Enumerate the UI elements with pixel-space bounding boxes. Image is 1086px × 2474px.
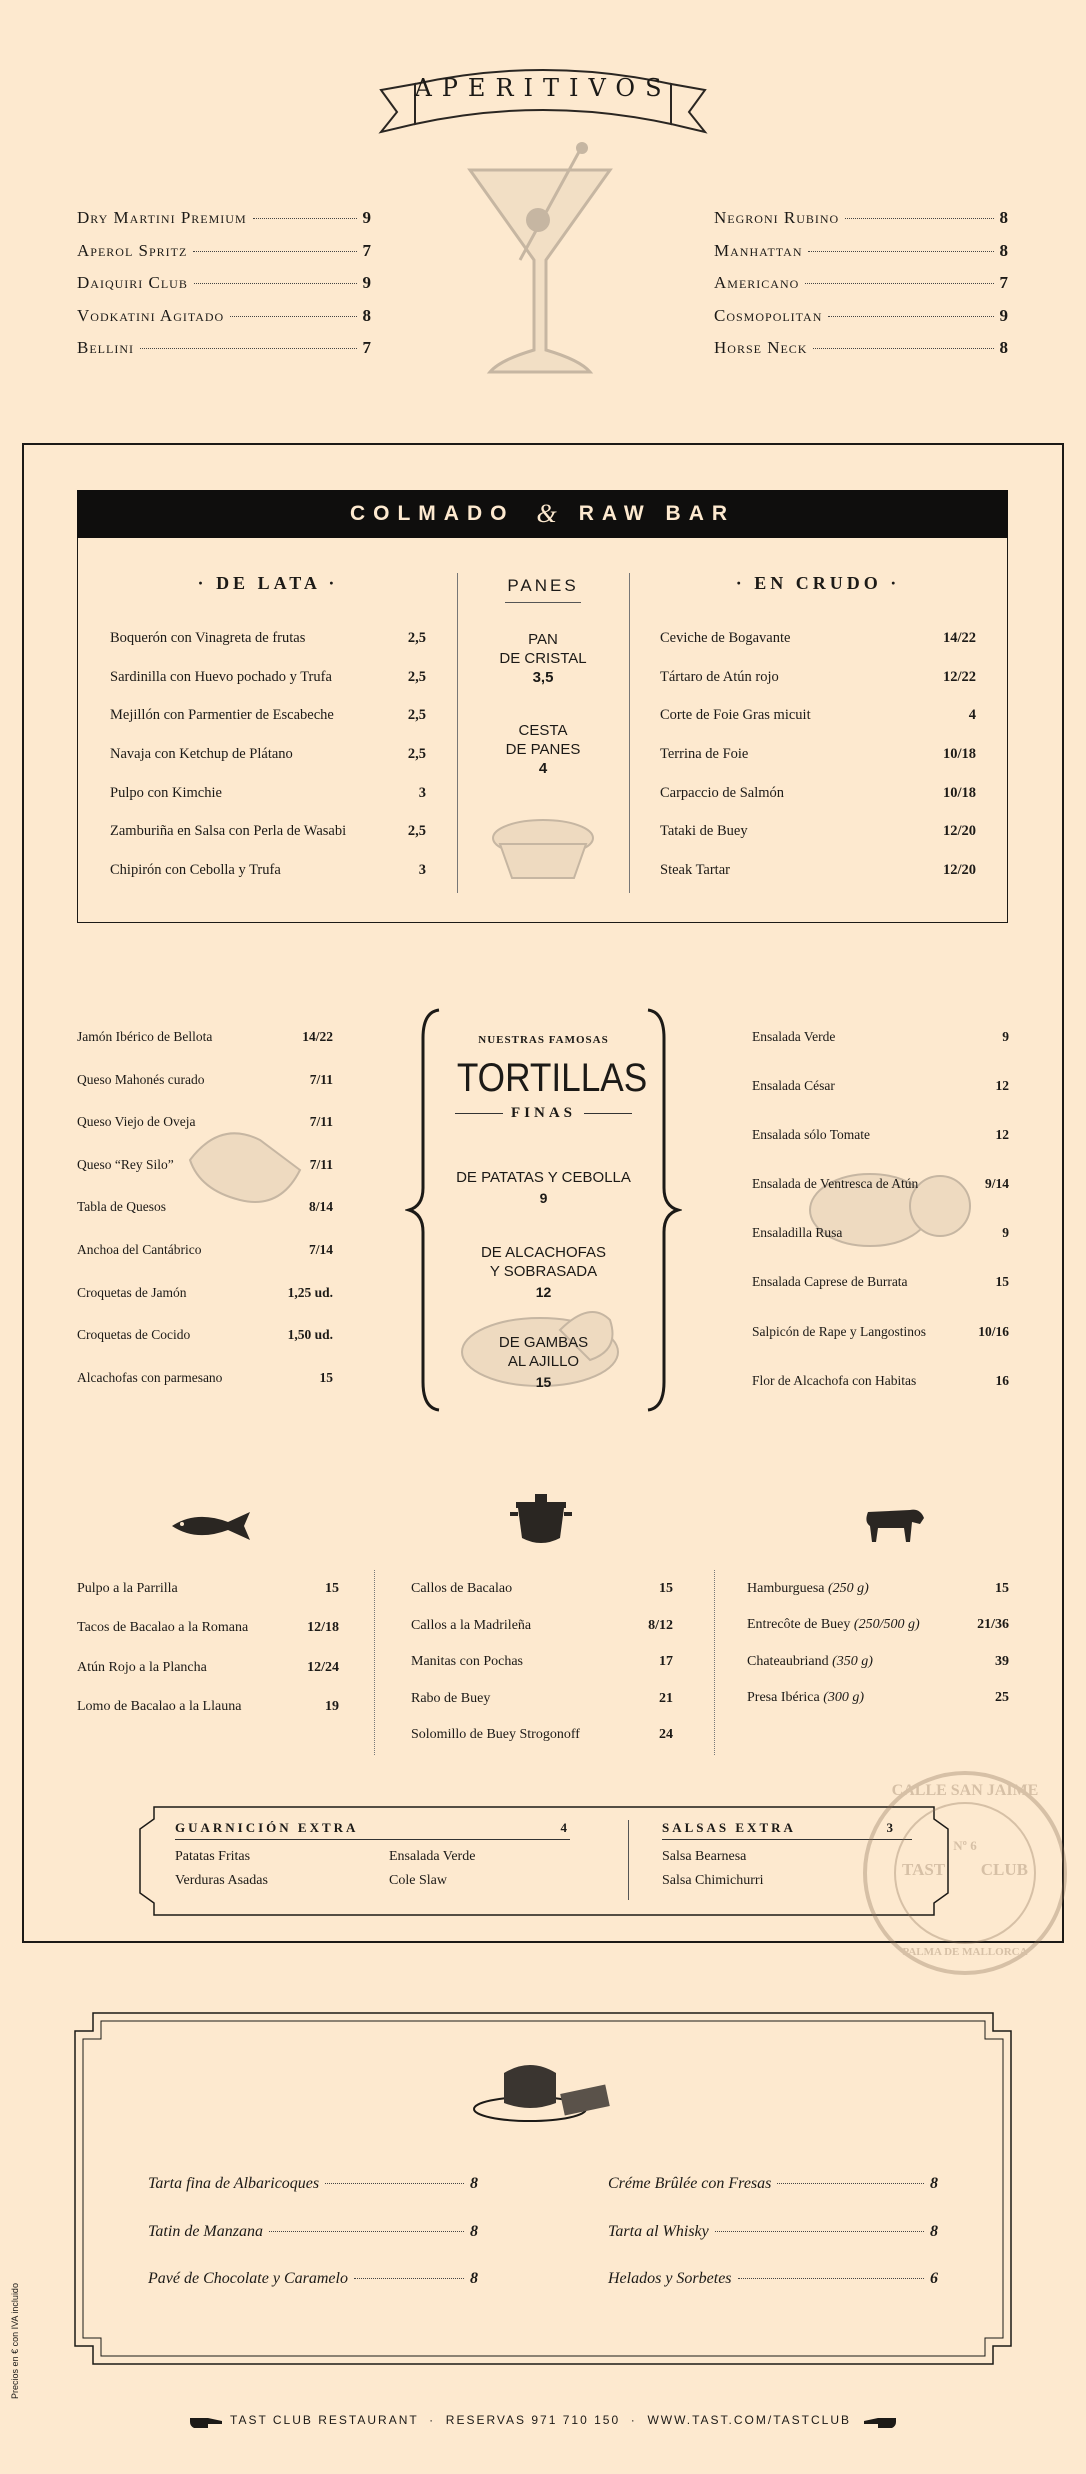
list-item: Mejillón con Parmentier de Escabeche 2,5	[110, 707, 426, 724]
colmado-title: COLMADO	[349, 502, 515, 525]
embutidos-list	[77, 1029, 333, 1412]
list-item: Zamburiña en Salsa con Perla de Wasabi 2,5	[110, 823, 426, 840]
list-item: Callos de Bacalao 15	[411, 1581, 673, 1596]
guarnicion-header	[175, 1820, 570, 1840]
tortillas-title: TORTILLAS	[456, 1056, 648, 1100]
stamp-left-text: TAST	[902, 1860, 946, 1879]
list-item: Queso Viejo de Oveja 7/11	[77, 1114, 333, 1130]
tortilla-item-price: 12	[535, 1284, 552, 1300]
list-item: Alcachofas con parmesano 15	[77, 1369, 333, 1385]
list-item: Boquerón con Vinagreta de frutas 2,5	[110, 630, 426, 646]
cow-icon	[860, 1498, 928, 1548]
list-item: Atún Rojo a la Plancha 12/24	[77, 1659, 339, 1675]
aperitivos-section	[0, 0, 1086, 400]
list-item: Ensalada Verde	[389, 1849, 476, 1864]
list-item: Queso “Rey Silo” 7/11	[77, 1156, 333, 1172]
tortilla-item-line: AL AJILLO	[507, 1353, 580, 1370]
aperitivos-title: APERITIVOS	[414, 74, 672, 102]
stamp-bottom-text: PALMA DE MALLORCA	[902, 1946, 1028, 1958]
stamp-number: Nº 6	[953, 1838, 977, 1853]
list-item: Entrecôte de Buey (250/500 g) 21/36	[747, 1617, 1009, 1633]
list-item: Pulpo a la Parrilla 15	[77, 1581, 339, 1596]
list-item: Salsa Bearnesa	[662, 1849, 747, 1864]
list-item: Dry Martini Premium 9	[77, 208, 371, 227]
guisos-list	[411, 1581, 673, 1764]
aperitivos-left-list	[77, 208, 371, 371]
panes-item	[458, 721, 628, 778]
tortilla-item-line: DE PATATAS Y CEBOLLA	[456, 1169, 631, 1186]
column-divider	[374, 1570, 375, 1755]
list-item: Negroni Rubino 8	[714, 208, 1008, 227]
right-brace-icon	[642, 1008, 682, 1413]
tortilla-item	[445, 1243, 642, 1302]
guarnicion-list	[175, 1849, 570, 1889]
list-item: Chateaubriand (350 g) 39	[747, 1653, 1009, 1669]
column-divider	[628, 1820, 629, 1900]
list-item: Patatas Fritas	[175, 1849, 251, 1864]
tortilla-item-line: Y SOBRASADA	[489, 1263, 598, 1280]
list-item: Tarta al Whisky 8	[608, 2222, 938, 2240]
list-item: Terrina de Foie 10/18	[660, 746, 976, 763]
tortillas-sub-text: FINAS	[511, 1105, 577, 1121]
crudo-title: · EN CRUDO ·	[735, 573, 901, 593]
tortillas-pre: NUESTRAS FAMOSAS	[478, 1034, 609, 1046]
footer-text: TAST CLUB RESTAURANT · RESERVAS 971 710 150 · WWW.TAST.COM/TASTCLUB	[230, 2413, 851, 2427]
list-item: Ceviche de Bogavante 14/22	[660, 630, 976, 646]
list-item: Ensalada Verde 9	[752, 1029, 1009, 1044]
panes-item-line: PAN	[528, 631, 558, 648]
list-item: Hamburguesa (250 g) 15	[747, 1581, 1009, 1596]
panes-item-price: 4	[538, 760, 548, 777]
list-item: Tarta fina de Albaricoques 8	[148, 2175, 478, 2192]
list-item: Ensalada César 12	[752, 1078, 1009, 1094]
list-item: Americano 7	[714, 273, 1008, 292]
list-item: Sardinilla con Huevo pochado y Trufa 2,5	[110, 668, 426, 685]
list-item: Presa Ibérica (300 g) 25	[747, 1689, 1009, 1705]
pointing-hand-right-icon	[188, 2413, 224, 2431]
list-item: Jamón Ibérico de Bellota 14/22	[77, 1029, 333, 1044]
list-item: Manhattan 8	[714, 240, 1008, 260]
cooking-pot-icon	[508, 1492, 574, 1550]
lata-list	[110, 630, 426, 901]
carnes-list	[747, 1581, 1009, 1726]
panes-item-line: DE PANES	[505, 741, 581, 758]
lata-title-text: DE LATA	[216, 573, 320, 593]
colmado-title2: RAW BAR	[578, 502, 736, 525]
list-item: Ensaladilla Rusa 9	[752, 1225, 1009, 1241]
list-item: Pavé de Chocolate y Caramelo 8	[148, 2270, 478, 2287]
list-item: Helados y Sorbetes 6	[608, 2270, 938, 2287]
list-item: Chipirón con Cebolla y Trufa 3	[110, 862, 426, 879]
divider-arrow	[455, 1113, 503, 1114]
tortillas-sub	[455, 1105, 632, 1122]
guarnicion-price: 4	[560, 1820, 570, 1835]
panes-item-line: CESTA	[518, 722, 568, 739]
list-item: Carpaccio de Salmón 10/18	[660, 784, 976, 801]
tortilla-item-line: DE ALCACHOFAS	[480, 1244, 607, 1261]
pointing-hand-left-icon	[862, 2413, 898, 2431]
stamp-middle	[860, 1860, 1070, 1880]
list-item: Tabla de Quesos 8/14	[77, 1199, 333, 1215]
list-item: Callos a la Madrileña 8/12	[411, 1617, 673, 1633]
list-item: Corte de Foie Gras micuit 4	[660, 707, 976, 724]
dessert-plate-icon	[470, 2053, 616, 2127]
list-item: Bellini 7	[77, 338, 371, 357]
list-item: Steak Tartar 12/20	[660, 862, 976, 879]
colmado-amp: &	[536, 499, 557, 528]
list-item: Verduras Asadas	[175, 1873, 268, 1888]
list-item: Ensalada sólo Tomate 12	[752, 1127, 1009, 1143]
list-item: Croquetas de Cocido 1,50 ud.	[77, 1327, 333, 1343]
list-item: Salsa Chimichurri	[662, 1873, 764, 1888]
list-item: Tacos de Bacalao a la Romana 12/18	[77, 1620, 339, 1636]
pescados-list	[77, 1581, 339, 1738]
aperitivos-right-list	[714, 208, 1008, 371]
tast-club-stamp	[860, 1768, 1070, 1978]
left-brace-icon	[405, 1008, 445, 1413]
list-item: Tataki de Buey 12/20	[660, 823, 976, 840]
ensaladas-list	[752, 1029, 1009, 1422]
list-item: Tatin de Manzana 8	[148, 2222, 478, 2240]
stamp-top-text: CALLE SAN JAIME	[891, 1782, 1039, 1799]
postres-left-list	[148, 2175, 478, 2318]
panes-item	[458, 630, 628, 687]
bread-basket-icon	[478, 808, 608, 884]
postres-right-list	[608, 2175, 938, 2318]
list-item: Horse Neck 8	[714, 338, 1008, 357]
price-note: Precios en € con IVA incluido	[10, 2283, 20, 2399]
tortilla-item	[445, 1333, 642, 1392]
panes-item-line: DE CRISTAL	[499, 650, 587, 667]
panes-item-price: 3,5	[532, 669, 554, 686]
list-item: Créme Brûlée con Fresas 8	[608, 2175, 938, 2192]
list-item: Manitas con Pochas 17	[411, 1654, 673, 1669]
lata-title: · DE LATA ·	[197, 573, 339, 593]
panes-title-rule	[505, 602, 581, 603]
salsas-price: 3	[886, 1820, 896, 1835]
list-item: Aperol Spritz 7	[77, 240, 371, 260]
list-item: Daiquiri Club 9	[77, 273, 371, 292]
crudo-list	[660, 630, 976, 901]
list-item: Vodkatini Agitado 8	[77, 305, 371, 325]
panes-title: PANES	[507, 576, 579, 595]
list-item: Flor de Alcachofa con Habitas 16	[752, 1372, 1009, 1388]
list-item: Anchoa del Cantábrico 7/14	[77, 1241, 333, 1257]
divider-arrow	[584, 1113, 632, 1114]
tortilla-item	[445, 1168, 642, 1208]
fish-icon	[166, 1508, 256, 1544]
colmado-header	[77, 490, 1008, 538]
column-divider	[629, 573, 630, 893]
list-item: Croquetas de Jamón 1,25 ud.	[77, 1284, 333, 1300]
list-item: Rabo de Buey 21	[411, 1690, 673, 1706]
tortilla-item-line: DE GAMBAS	[498, 1334, 589, 1351]
list-item: Cole Slaw	[389, 1873, 447, 1888]
column-divider	[714, 1570, 715, 1755]
list-item: Salpicón de Rape y Langostinos 10/16	[752, 1323, 1009, 1339]
list-item: Pulpo con Kimchie 3	[110, 784, 426, 801]
tortilla-item-price: 15	[535, 1374, 552, 1390]
salsas-title: SALSAS EXTRA	[662, 1820, 796, 1835]
list-item: Ensalada Caprese de Burrata 15	[752, 1274, 1009, 1290]
list-item: Navaja con Ketchup de Plátano 2,5	[110, 746, 426, 763]
crudo-title-text: EN CRUDO	[754, 573, 882, 593]
list-item: Tártaro de Atún rojo 12/22	[660, 668, 976, 685]
tortilla-item-price: 9	[539, 1190, 548, 1206]
guarnicion-title: GUARNICIÓN EXTRA	[175, 1820, 359, 1835]
list-item: Cosmopolitan 9	[714, 305, 1008, 325]
list-item: Ensalada de Ventresca de Atún 9/14	[752, 1176, 1009, 1192]
list-item: Queso Mahonés curado 7/11	[77, 1071, 333, 1087]
stamp-right-text: CLUB	[980, 1860, 1028, 1879]
list-item: Lomo de Bacalao a la Llauna 19	[77, 1698, 339, 1714]
list-item: Solomillo de Buey Strogonoff 24	[411, 1727, 673, 1742]
martini-glass-icon	[460, 140, 620, 390]
